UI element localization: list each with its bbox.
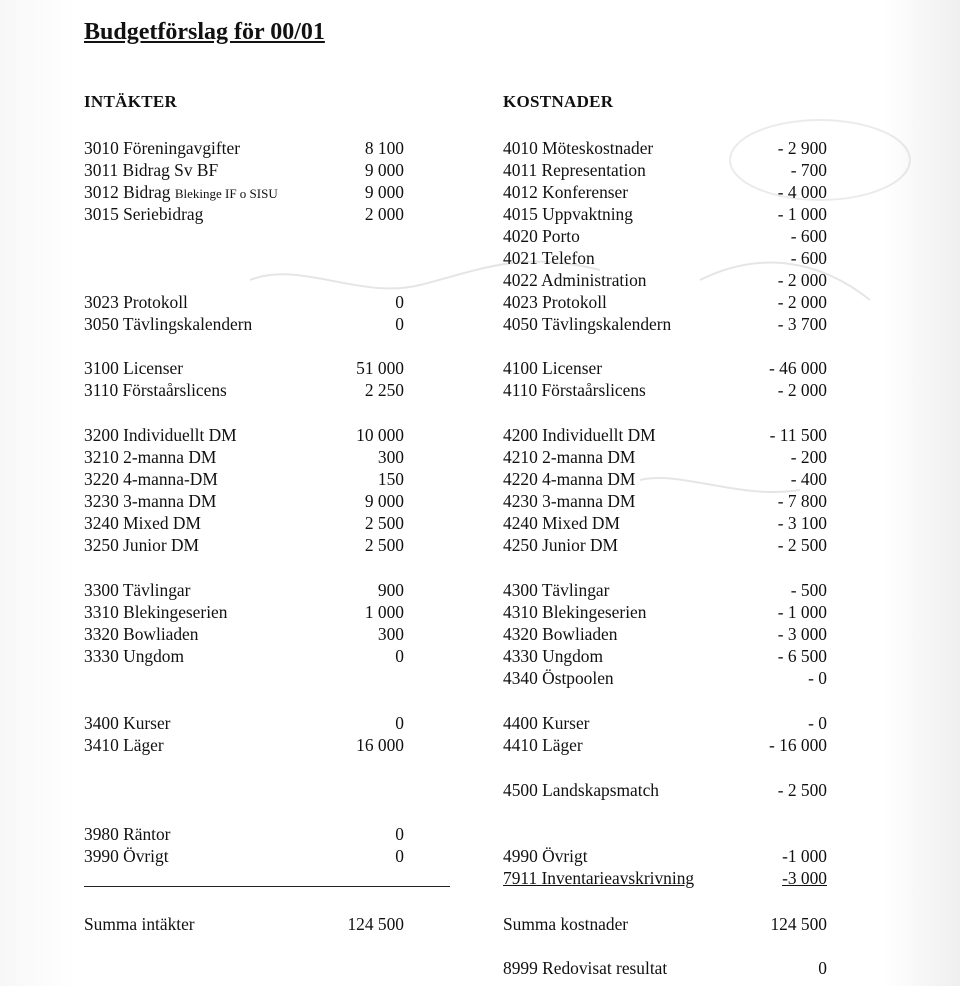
intakter-row-amount: 10 000: [356, 425, 404, 445]
kostnader-row-amount: - 2 000: [777, 380, 827, 400]
intakter-row-label: 3300 Tävlingar: [84, 580, 191, 600]
kostnader-row-amount: - 600: [790, 248, 827, 268]
intakter-row-amount: 0: [395, 846, 404, 866]
kostnader-row-label: 4021 Telefon: [503, 248, 595, 268]
intakter-row-amount: 300: [377, 624, 404, 644]
summa-intakter-amount: 124 500: [347, 914, 404, 934]
intakter-row-label: 3320 Bowliaden: [84, 624, 199, 644]
summa-kostnader-amount: 124 500: [770, 914, 827, 934]
intakter-row-label: 3010 Föreningavgifter: [84, 138, 240, 158]
kostnader-row-label: 4100 Licenser: [503, 358, 602, 378]
kostnader-row-label: 4310 Blekingeserien: [503, 602, 647, 622]
kostnader-row-label: 4210 2-manna DM: [503, 447, 636, 467]
intakter-row-amount: 2 000: [364, 204, 404, 224]
kostnader-row-amount: - 7 800: [777, 491, 827, 511]
intakter-row-amount: 2 500: [364, 535, 404, 555]
intakter-row-amount: 0: [395, 646, 404, 666]
kostnader-row-amount: - 2 000: [777, 292, 827, 312]
kostnader-row-amount: - 11 500: [769, 425, 827, 445]
kostnader-row-label: 4990 Övrigt: [503, 846, 588, 866]
kostnader-row-amount: - 6 500: [777, 646, 827, 666]
resultat-label: 8999 Redovisat resultat: [503, 958, 668, 978]
intakter-row-label: 3980 Räntor: [84, 824, 171, 844]
intakter-row-amount: 0: [395, 713, 404, 733]
kostnader-row-amount: - 2 500: [777, 535, 827, 555]
kostnader-row-amount: - 500: [790, 580, 827, 600]
kostnader-row-label: 4015 Uppvaktning: [503, 204, 633, 224]
kostnader-row-label: 4340 Östpoolen: [503, 668, 614, 688]
kostnader-row-amount: - 0: [808, 713, 827, 733]
kostnader-row-label: 4300 Tävlingar: [503, 580, 610, 600]
intakter-row-label: 3310 Blekingeserien: [84, 602, 228, 622]
kostnader-row-amount: -1 000: [782, 846, 827, 866]
intakter-row-label: 3011 Bidrag Sv BF: [84, 160, 219, 180]
intakter-row-amount: 1 000: [364, 602, 404, 622]
kostnader-row-label: 4500 Landskapsmatch: [503, 780, 659, 800]
intakter-row-amount: 9 000: [364, 491, 404, 511]
intakter-row-amount: 150: [377, 469, 404, 489]
kostnader-row-label: 4023 Protokoll: [503, 292, 607, 312]
kostnader-row-label: 4200 Individuellt DM: [503, 425, 656, 445]
kostnader-row-amount: - 400: [790, 469, 827, 489]
kostnader-row-amount: - 200: [790, 447, 827, 467]
intakter-row-label: 3230 3-manna DM: [84, 491, 217, 511]
intakter-row-amount: 300: [377, 447, 404, 467]
kostnader-row-amount: - 16 000: [769, 735, 827, 755]
kostnader-row-label: 4110 Förstaårslicens: [503, 380, 646, 400]
kostnader-row-amount: - 3 100: [777, 513, 827, 533]
kostnader-row-label: 4220 4-manna DM: [503, 469, 636, 489]
intakter-row-label: 3250 Junior DM: [84, 535, 199, 555]
intakter-row-label: 3015 Seriebidrag: [84, 204, 204, 224]
kostnader-row-amount: - 3 000: [777, 624, 827, 644]
kostnader-row-amount: - 700: [790, 160, 827, 180]
kostnader-row-label: 4022 Administration: [503, 270, 647, 290]
intakter-row-label: 3210 2-manna DM: [84, 447, 217, 467]
kostnader-heading: KOSTNADER: [503, 92, 614, 111]
intakter-row-label: 3050 Tävlingskalendern: [84, 314, 253, 334]
kostnader-row-amount: - 1 000: [777, 602, 827, 622]
kostnader-row-label: 4400 Kurser: [503, 713, 590, 733]
intakter-row-label: 3240 Mixed DM: [84, 513, 201, 533]
kostnader-row-amount: - 2 500: [777, 780, 827, 800]
kostnader-row-amount: - 3 700: [777, 314, 827, 334]
intakter-row-label: 3110 Förstaårslicens: [84, 380, 227, 400]
intakter-heading: INTÄKTER: [84, 92, 178, 111]
intakter-row-amount: 2 500: [364, 513, 404, 533]
kostnader-row-label: 4020 Porto: [503, 226, 580, 246]
intakter-row-label: 3330 Ungdom: [84, 646, 184, 666]
kostnader-row-label: 7911 Inventarieavskrivning: [503, 868, 695, 888]
intakter-row-amount: 0: [395, 292, 404, 312]
kostnader-row-label: 4330 Ungdom: [503, 646, 603, 666]
kostnader-row-label: 4050 Tävlingskalendern: [503, 314, 672, 334]
kostnader-row-label: 4012 Konferenser: [503, 182, 629, 202]
kostnader-row-label: 4240 Mixed DM: [503, 513, 620, 533]
intakter-row-amount: 8 100: [364, 138, 404, 158]
kostnader-row-label: 4011 Representation: [503, 160, 646, 180]
intakter-row-label: 3012 Bidrag Blekinge IF o SISU: [84, 182, 278, 202]
intakter-row-amount: 9 000: [364, 160, 404, 180]
intakter-row-label: 3220 4-manna-DM: [84, 469, 218, 489]
intakter-row-amount: 0: [395, 824, 404, 844]
kostnader-row-amount: - 1 000: [777, 204, 827, 224]
intakter-row-label: 3410 Läger: [84, 735, 164, 755]
page-title: Budgetförslag för 00/01: [84, 19, 325, 45]
kostnader-row-amount: - 46 000: [769, 358, 827, 378]
resultat-amount: 0: [818, 958, 827, 978]
intakter-row-amount: 2 250: [364, 380, 404, 400]
intakter-row-amount: 16 000: [356, 735, 404, 755]
kostnader-row-label: 4230 3-manna DM: [503, 491, 636, 511]
intakter-row-amount: 900: [377, 580, 404, 600]
summa-kostnader-label: Summa kostnader: [503, 914, 629, 934]
sum-divider: [84, 886, 450, 887]
intakter-row-label: 3100 Licenser: [84, 358, 183, 378]
intakter-row-label: 3990 Övrigt: [84, 846, 169, 866]
kostnader-row-amount: - 2 000: [777, 270, 827, 290]
kostnader-row-amount: - 600: [790, 226, 827, 246]
intakter-row-label: 3400 Kurser: [84, 713, 171, 733]
kostnader-row-amount: - 0: [808, 668, 827, 688]
kostnader-row-amount: -3 000: [782, 868, 827, 888]
kostnader-row-label: 4010 Möteskostnader: [503, 138, 654, 158]
kostnader-row-amount: - 2 900: [777, 138, 827, 158]
intakter-row-amount: 51 000: [356, 358, 404, 378]
kostnader-row-amount: - 4 000: [777, 182, 827, 202]
intakter-row-label: 3200 Individuellt DM: [84, 425, 237, 445]
summa-intakter-label: Summa intäkter: [84, 914, 195, 934]
kostnader-row-label: 4320 Bowliaden: [503, 624, 618, 644]
intakter-row-amount: 0: [395, 314, 404, 334]
intakter-row-amount: 9 000: [364, 182, 404, 202]
intakter-row-label: 3023 Protokoll: [84, 292, 188, 312]
kostnader-row-label: 4410 Läger: [503, 735, 583, 755]
kostnader-row-label: 4250 Junior DM: [503, 535, 618, 555]
